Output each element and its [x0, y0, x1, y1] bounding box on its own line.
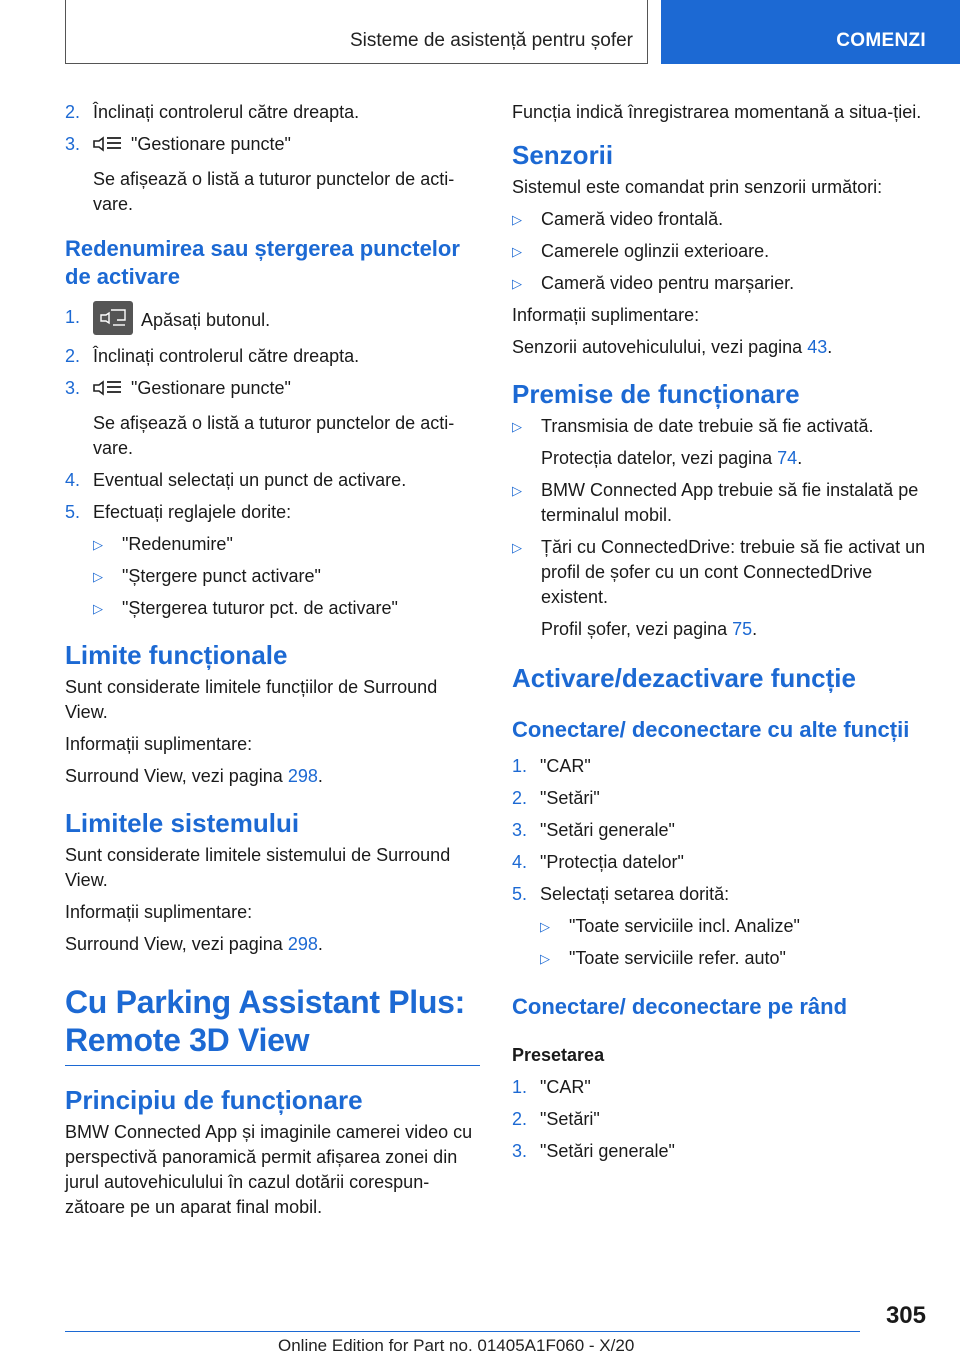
list-number: 2.	[65, 346, 81, 366]
list-item	[512, 535, 932, 610]
list-number: 5.	[65, 502, 81, 522]
ref-text: Surround View, vezi pagina	[65, 766, 288, 786]
list-item	[93, 532, 480, 557]
list-number: 5.	[512, 884, 528, 904]
heading-rename: Redenumirea sau ștergerea punctelor de activare	[65, 236, 460, 289]
list-number: 4.	[512, 852, 528, 872]
list-number: 1.	[512, 1077, 528, 1097]
activation-points-button-icon	[93, 301, 133, 335]
paragraph	[65, 764, 480, 789]
list-number: 2.	[65, 102, 81, 122]
list-text: "Gestionare puncte"	[131, 378, 291, 398]
list-item	[65, 132, 480, 160]
paragraph	[65, 932, 480, 957]
list-text: Transmisia de date trebuie să fie activată.	[541, 416, 874, 436]
heading-principiu: Principiu de funcționare	[65, 1085, 363, 1115]
paragraph: Sunt considerate limitele sistemului de Surround View.	[65, 845, 451, 890]
footer-edition: Online Edition for Part no. 01405A1F060 - X/20	[278, 1336, 635, 1355]
sub-list	[93, 532, 480, 621]
list-text: Camerele oglinzii exterioare.	[541, 241, 770, 261]
triangle-bullet-icon: ▷	[93, 569, 103, 584]
triangle-bullet-icon: ▷	[512, 212, 522, 227]
heading-limite: Limite funcționale	[65, 640, 288, 670]
header-tab-label: COMENZI	[836, 30, 926, 51]
list-points-icon	[93, 379, 123, 404]
ref-punct: .	[317, 766, 323, 786]
list-item	[512, 1139, 932, 1164]
list-item	[512, 786, 932, 811]
list-number: 1.	[512, 756, 528, 776]
paragraph: Informații suplimentare:	[65, 902, 253, 922]
list-item	[65, 468, 480, 493]
list-text: Înclinați controlerul către dreapta.	[93, 346, 360, 366]
page-link[interactable]: 74	[777, 448, 798, 468]
list-text: "Toate serviciile refer. auto"	[569, 948, 786, 968]
list-text: "Protecția datelor"	[540, 852, 684, 872]
ref-text: Profil șofer, vezi pagina	[541, 619, 733, 639]
chapter-title: Cu Parking Assistant Plus: Remote 3D View	[65, 984, 465, 1058]
list-text: "Setări"	[540, 788, 600, 808]
list-item	[512, 207, 932, 232]
list-item	[512, 1107, 932, 1132]
page-link[interactable]: 43	[807, 337, 828, 357]
header-tab[interactable]	[661, 0, 960, 64]
triangle-bullet-icon: ▷	[512, 540, 522, 555]
ref-text: Senzorii autovehiculului, vezi pagina	[512, 337, 808, 357]
heading-conectare: Conectare/ deconectare cu alte funcții	[512, 717, 910, 742]
list-item	[512, 478, 932, 528]
list-number: 3.	[512, 1141, 528, 1161]
list-text: "Setări generale"	[540, 820, 675, 840]
ref-punct: .	[752, 619, 758, 639]
list-item	[93, 564, 480, 589]
list-item	[540, 914, 932, 939]
list-item	[512, 1075, 932, 1100]
right-column	[512, 100, 932, 1171]
list-item	[65, 344, 480, 369]
list-text: "CAR"	[540, 1077, 591, 1097]
list-text: "Ștergerea tuturor pct. de activare"	[122, 598, 398, 618]
list-text: "Ștergere punct activare"	[122, 566, 321, 586]
triangle-bullet-icon: ▷	[512, 483, 522, 498]
list-number: 3.	[65, 378, 81, 398]
heading-premise: Premise de funcționare	[512, 379, 800, 409]
list-item	[65, 100, 480, 125]
list-item	[65, 500, 480, 525]
list-number: 1.	[65, 307, 81, 327]
list-text: Cameră video frontală.	[541, 209, 724, 229]
list-text: Apăsați butonul.	[141, 310, 271, 330]
page-link[interactable]: 298	[287, 934, 318, 954]
chapter-rule	[65, 1065, 480, 1066]
list-text: "Toate serviciile incl. Analize"	[569, 916, 800, 936]
list-points-icon	[93, 135, 123, 160]
list-number: 4.	[65, 470, 81, 490]
list-note	[541, 617, 932, 642]
paragraph: Sistemul este comandat prin senzorii următori:	[512, 177, 883, 197]
page-link[interactable]: 75	[732, 619, 753, 639]
list-item	[512, 882, 932, 907]
list-item	[65, 376, 480, 404]
list-item	[93, 596, 480, 621]
list-number: 3.	[512, 820, 528, 840]
list-text: Înclinați controlerul către dreapta.	[93, 102, 360, 122]
heading-rand: Conectare/ deconectare pe rând	[512, 994, 848, 1019]
triangle-bullet-icon: ▷	[512, 419, 522, 434]
triangle-bullet-icon: ▷	[540, 919, 550, 934]
paragraph: Sunt considerate limitele funcțiilor de Surround View.	[65, 677, 438, 722]
header-section-box	[65, 0, 648, 64]
triangle-bullet-icon: ▷	[512, 244, 522, 259]
list-text: "Gestionare puncte"	[131, 134, 291, 154]
list-number: 2.	[512, 788, 528, 808]
left-column	[65, 100, 480, 1227]
triangle-bullet-icon: ▷	[512, 276, 522, 291]
list-note	[541, 446, 932, 471]
page-number: 305	[885, 1302, 926, 1329]
ref-punct: .	[827, 337, 833, 357]
list-text: "Redenumire"	[122, 534, 233, 554]
list-number: 3.	[65, 134, 81, 154]
paragraph: BMW Connected App și imaginile camerei video cu perspectivă panoramică permit afișarea zonei din jurul autovehiculului în cazul dotării corespun-zătoare pe un aparat final mobil.	[65, 1122, 473, 1217]
heading-presetarea: Presetarea	[512, 1045, 605, 1065]
paragraph	[512, 335, 932, 360]
list-text: "CAR"	[540, 756, 591, 776]
list-item	[512, 239, 932, 264]
triangle-bullet-icon: ▷	[93, 601, 103, 616]
list-item	[512, 818, 932, 843]
list-text: Țări cu ConnectedDrive: trebuie să fie activat un profil de șofer cu un cont ConnectedDrive existent.	[541, 537, 926, 607]
list-item	[512, 850, 932, 875]
paragraph: Informații suplimentare:	[512, 305, 700, 325]
list-text: Cameră video pentru marșarier.	[541, 273, 795, 293]
header-section-title: Sisteme de asistență pentru șofer	[349, 30, 633, 51]
ref-text: Protecția datelor, vezi pagina	[541, 448, 778, 468]
triangle-bullet-icon: ▷	[93, 537, 103, 552]
list-item	[512, 414, 932, 439]
list-text: Efectuați reglajele dorite:	[93, 502, 292, 522]
footer-rule	[65, 1331, 860, 1332]
list-text: BMW Connected App trebuie să fie instalată pe terminalul mobil.	[541, 480, 919, 525]
list-text: Eventual selectați un punct de activare.	[93, 470, 407, 490]
list-note: Se afișează o listă a tuturor punctelor de acti-vare.	[93, 169, 455, 214]
list-text: "Setări generale"	[540, 1141, 675, 1161]
list-number: 2.	[512, 1109, 528, 1129]
heading-sistem: Limitele sistemului	[65, 808, 300, 838]
list-text: "Setări"	[540, 1109, 600, 1129]
sub-list	[540, 914, 932, 971]
list-item	[512, 271, 932, 296]
heading-senzorii: Senzorii	[512, 140, 614, 170]
list-item	[65, 301, 480, 335]
ref-punct: .	[797, 448, 803, 468]
ref-text: Surround View, vezi pagina	[65, 934, 288, 954]
list-item	[512, 754, 932, 779]
list-item	[540, 946, 932, 971]
paragraph: Funcția indică înregistrarea momentană a situa-ției.	[512, 102, 922, 122]
list-note: Se afișează o listă a tuturor punctelor de acti-vare.	[93, 413, 455, 458]
heading-activare: Activare/dezactivare funcție	[512, 663, 856, 693]
triangle-bullet-icon: ▷	[540, 951, 550, 966]
paragraph: Informații suplimentare:	[65, 734, 253, 754]
ref-punct: .	[317, 934, 323, 954]
list-text: Selectați setarea dorită:	[540, 884, 730, 904]
page-link[interactable]: 298	[287, 766, 318, 786]
